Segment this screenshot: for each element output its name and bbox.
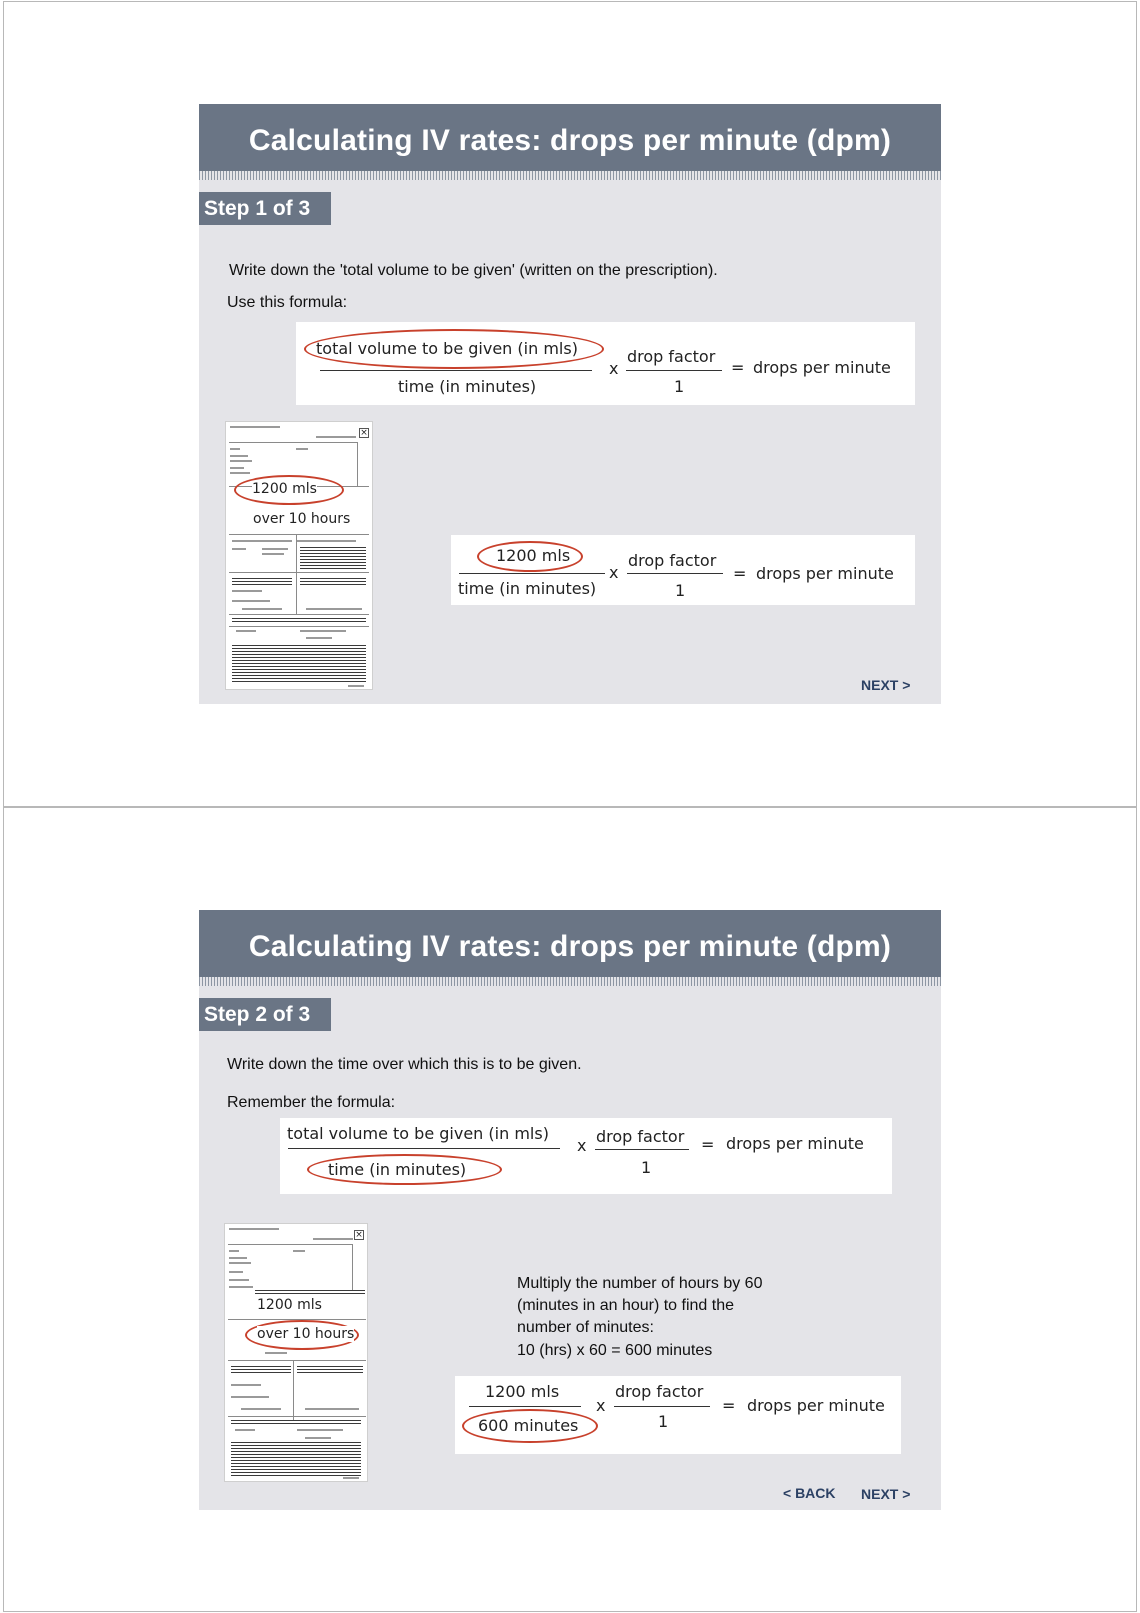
times-sign: x [577, 1136, 587, 1155]
slide-step-2 [199, 910, 941, 1510]
note-line-4: 10 (hrs) x 60 = 600 minutes [517, 1342, 713, 1359]
fraction-bar [595, 1149, 689, 1150]
formula-numerator: total volume to be given (in mls) [287, 1124, 549, 1143]
applied-formula-box [455, 1376, 901, 1454]
title-divider [199, 977, 941, 986]
prescription-volume: 1200 mls [252, 481, 317, 497]
slide-step-1 [199, 104, 941, 704]
instruction-text: Write down the time over which this is to be given. [227, 1056, 582, 1073]
formula-box [280, 1118, 892, 1194]
prescription-duration: over 10 hours [253, 511, 351, 527]
drop-factor-label: drop factor [628, 551, 717, 570]
title-bar [199, 910, 941, 977]
drop-factor-divisor: 1 [658, 1412, 669, 1431]
note-line-1: Multiply the number of hours by 60 [517, 1275, 763, 1292]
applied-result: drops per minute [747, 1396, 885, 1415]
note-line-2: (minutes in an hour) to find the [517, 1297, 735, 1314]
applied-result: drops per minute [756, 564, 894, 583]
slide-title: Calculating IV rates: drops per minute (dpm) [248, 124, 892, 157]
formula-intro: Use this formula: [227, 294, 348, 311]
applied-denominator: 600 minutes [478, 1416, 579, 1435]
applied-numerator: 1200 mls [485, 1382, 560, 1401]
title-bar [199, 104, 941, 171]
applied-numerator: 1200 mls [496, 546, 571, 565]
close-icon: × [355, 1230, 363, 1240]
drop-factor-label: drop factor [627, 347, 716, 366]
applied-denominator: time (in minutes) [458, 579, 597, 598]
applied-formula-box [451, 535, 915, 605]
equals-sign: = [722, 1396, 736, 1415]
title-divider [199, 171, 941, 180]
drop-factor-label: drop factor [596, 1127, 685, 1146]
fraction-bar [459, 573, 605, 574]
drop-factor-divisor: 1 [674, 377, 685, 396]
step-badge: Step 2 of 3 [199, 998, 331, 1031]
formula-denominator: time (in minutes) [398, 377, 537, 396]
equals-sign: = [733, 564, 747, 583]
formula-intro: Remember the formula: [227, 1094, 396, 1111]
fraction-bar [288, 1148, 560, 1149]
prescription-volume: 1200 mls [257, 1297, 322, 1313]
next-button[interactable]: NEXT > [861, 1486, 911, 1502]
instruction-text: Write down the 'total volume to be given' (written on the prescription). [229, 262, 718, 279]
prescription-chart-thumbnail [224, 1223, 368, 1482]
step-badge: Step 1 of 3 [199, 192, 331, 225]
formula-result: drops per minute [753, 358, 891, 377]
fraction-bar [614, 1406, 710, 1407]
formula-denominator: time (in minutes) [328, 1160, 467, 1179]
highlight-ellipse [234, 475, 344, 505]
formula-numerator: total volume to be given (in mls) [316, 339, 578, 358]
prescription-chart-thumbnail [225, 421, 373, 690]
drop-factor-label: drop factor [615, 1382, 704, 1401]
fraction-bar [469, 1406, 581, 1407]
back-button[interactable]: < BACK [783, 1485, 836, 1501]
note-line-3: number of minutes: [517, 1319, 654, 1336]
fraction-bar [626, 370, 722, 371]
fraction-bar [627, 573, 723, 574]
drop-factor-divisor: 1 [641, 1158, 652, 1177]
next-button[interactable]: NEXT > [861, 677, 911, 693]
fraction-bar [320, 370, 592, 371]
times-sign: x [609, 563, 619, 582]
drop-factor-divisor: 1 [675, 581, 686, 600]
close-icon: × [360, 428, 368, 438]
times-sign: x [609, 359, 619, 378]
prescription-duration: over 10 hours [257, 1326, 355, 1342]
formula-box [296, 322, 915, 405]
slide-title: Calculating IV rates: drops per minute (dpm) [248, 930, 892, 963]
times-sign: x [596, 1396, 606, 1415]
formula-result: drops per minute [726, 1134, 864, 1153]
equals-sign: = [701, 1135, 715, 1154]
equals-sign: = [731, 358, 745, 377]
